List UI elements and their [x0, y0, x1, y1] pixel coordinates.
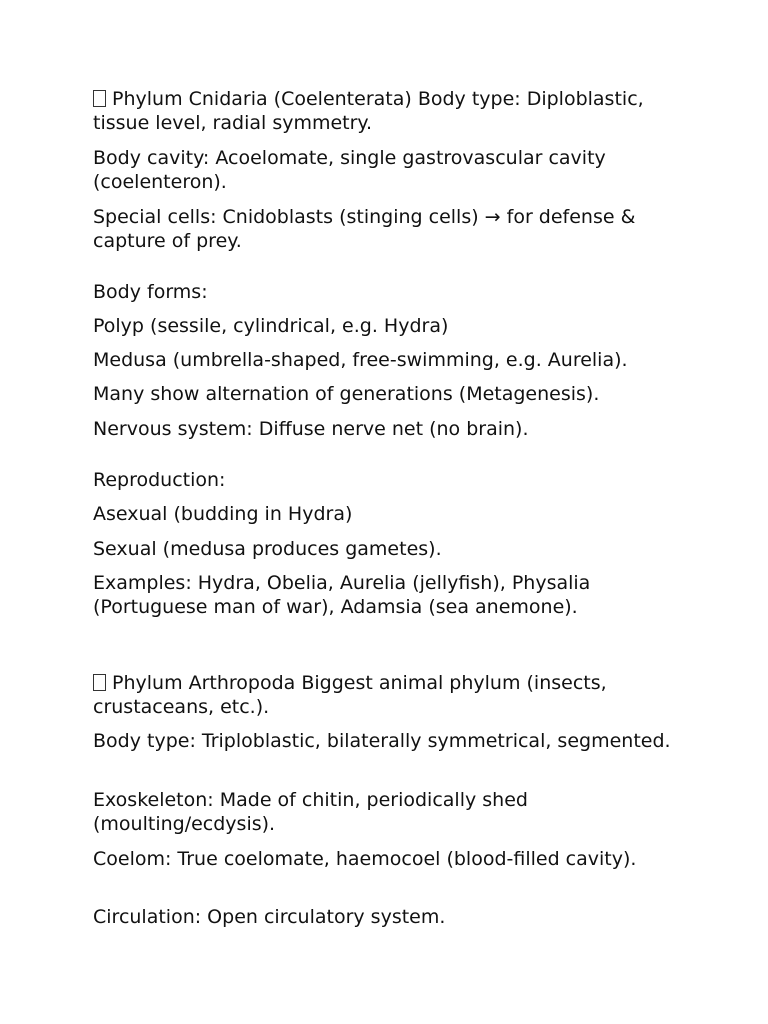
cnidaria-special-cells: Special cells: Cnidoblasts (stinging cells) → for defense & capture of prey. [93, 206, 636, 252]
cnidaria-body-cavity: Body cavity: Acoelomate, single gastrovascular cavity (coelenteron). [93, 147, 606, 193]
body-forms-heading: Body forms: [93, 281, 208, 303]
arthropoda-coelom: Coelom: True coelomate, haemocoel (blood-filled cavity). [93, 848, 637, 870]
cnidaria-intro-text: Phylum Cnidaria (Coelenterata) Body type: Diploblastic, tissue level, radial symmetry. [93, 88, 644, 134]
asexual-item: Asexual (budding in Hydra) [93, 503, 353, 525]
cnidaria-intro-paragraph [93, 87, 693, 135]
arthropoda-exoskeleton: Exoskeleton: Made of chitin, periodically shed (moulting/ecdysis). [93, 789, 528, 835]
sexual-item: Sexual (medusa produces gametes). [93, 538, 442, 560]
alternation-item: Many show alternation of generations (Metagenesis). [93, 383, 600, 405]
reproduction-heading: Reproduction: [93, 469, 226, 491]
medusa-item: Medusa (umbrella-shaped, free-swimming, e.g. Aurelia). [93, 349, 628, 371]
arthropoda-circulation: Circulation: Open circulatory system. [93, 906, 446, 928]
nervous-system-item: Nervous system: Diffuse nerve net (no brain). [93, 418, 529, 440]
cnidaria-examples: Examples: Hydra, Obelia, Aurelia (jellyfish), Physalia (Portuguese man of war), Adamsia (sea anemone). [93, 572, 591, 618]
arthropoda-body-type: Body type: Triploblastic, bilaterally symmetrical, segmented. [93, 730, 671, 752]
polyp-item: Polyp (sessile, cylindrical, e.g. Hydra) [93, 315, 449, 337]
arthropoda-intro-paragraph [93, 671, 693, 719]
arthropoda-intro-text: Phylum Arthropoda Biggest animal phylum (insects, crustaceans, etc.). [93, 672, 607, 718]
missing-glyph-box-icon [93, 674, 106, 691]
missing-glyph-box-icon [93, 90, 106, 107]
